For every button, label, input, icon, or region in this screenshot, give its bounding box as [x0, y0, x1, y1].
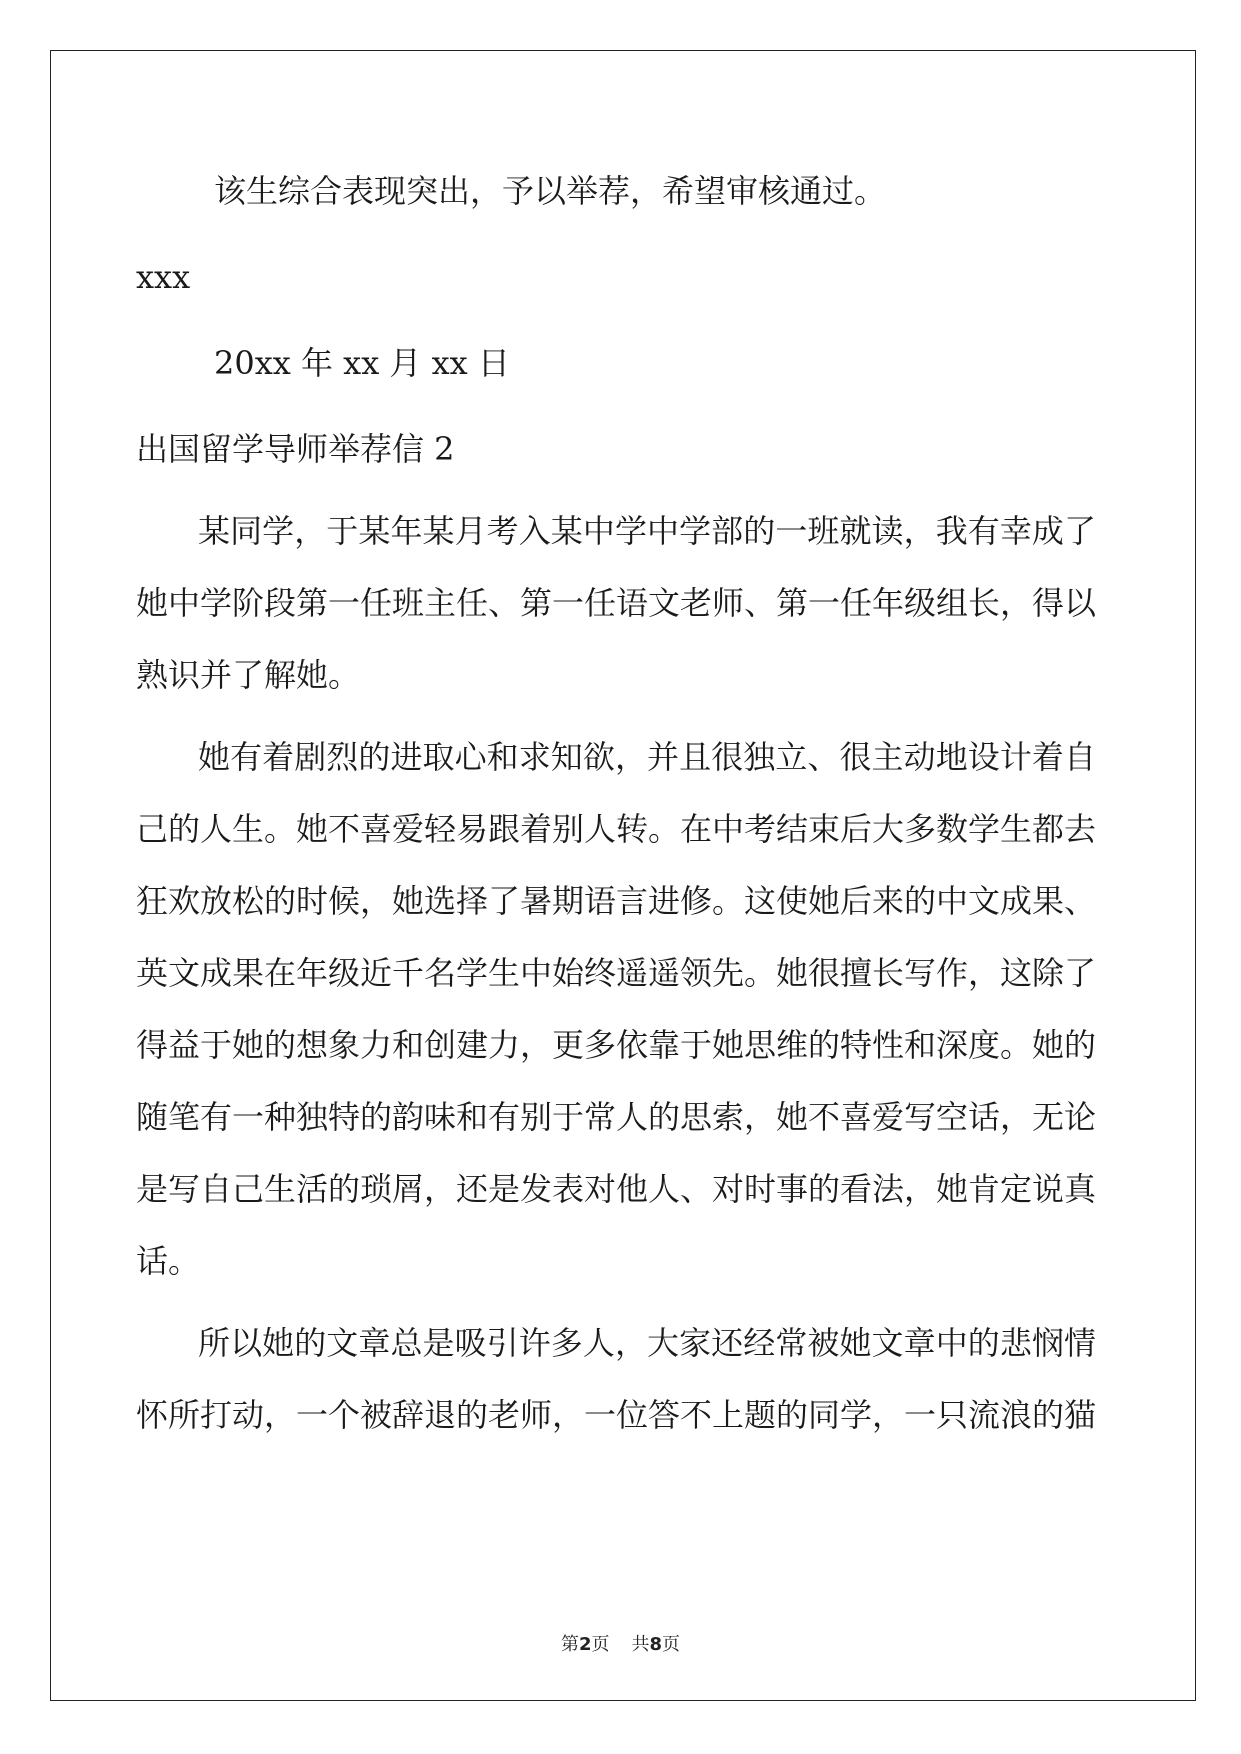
paragraph-2-line-6: 随笔有一种独特的韵味和有别于常人的思索，她不喜爱写空话，无论 — [136, 1098, 1096, 1136]
paragraph-2-line-3: 狂欢放松的时候，她选择了暑期语言进修。这使她后来的中文成果、 — [136, 882, 1096, 920]
document-body — [136, 155, 1096, 1451]
paragraph-3-line-2: 怀所打动，一个被辞退的老师，一位答不上题的同学，一只流浪的猫 — [136, 1396, 1096, 1434]
page-suffix: 页 — [591, 1634, 610, 1655]
paragraph-2-line-7: 是写自己生活的琐屑，还是发表对他人、对时事的看法，她肯定说真 — [136, 1170, 1096, 1208]
page-footer — [0, 1630, 1241, 1656]
total-page-number: 8 — [649, 1634, 663, 1655]
signature-date: 20xx 年 xx 月 xx 日 — [214, 344, 510, 382]
paragraph-2-line-2: 己的人生。她不喜爱轻易跟着别人转。在中考结束后大多数学生都去 — [136, 810, 1096, 848]
paragraph-2-line-5: 得益于她的想象力和创建力，更多依靠于她思维的特性和深度。她的 — [136, 1026, 1096, 1064]
section-title: 出国留学导师举荐信 2 — [136, 430, 455, 468]
paragraph-2-line-4: 英文成果在年级近千名学生中始终遥遥领先。她很擅长写作，这除了 — [136, 954, 1096, 992]
signature-name: xxx — [136, 258, 191, 296]
page-prefix: 第 — [560, 1634, 579, 1655]
paragraph-2-line-1: 她有着剧烈的进取心和求知欲，并且很独立、很主动地设计着自 — [198, 738, 1096, 776]
paragraph-1-line-3: 熟识并了解她。 — [136, 656, 361, 694]
total-suffix: 页 — [662, 1634, 681, 1655]
paragraph-1-line-2: 她中学阶段第一任班主任、第一任语文老师、第一任年级组长，得以 — [136, 584, 1096, 622]
closing-sentence: 该生综合表现突出，予以举荐，希望审核通过。 — [214, 172, 887, 210]
total-prefix: 共 — [631, 1634, 650, 1655]
current-page-number: 2 — [578, 1634, 592, 1655]
paragraph-3-line-1: 所以她的文章总是吸引许多人，大家还经常被她文章中的悲悯情 — [198, 1324, 1096, 1362]
paragraph-2-line-8: 话。 — [136, 1242, 201, 1280]
paragraph-1-line-1: 某同学，于某年某月考入某中学中学部的一班就读，我有幸成了 — [198, 512, 1096, 550]
